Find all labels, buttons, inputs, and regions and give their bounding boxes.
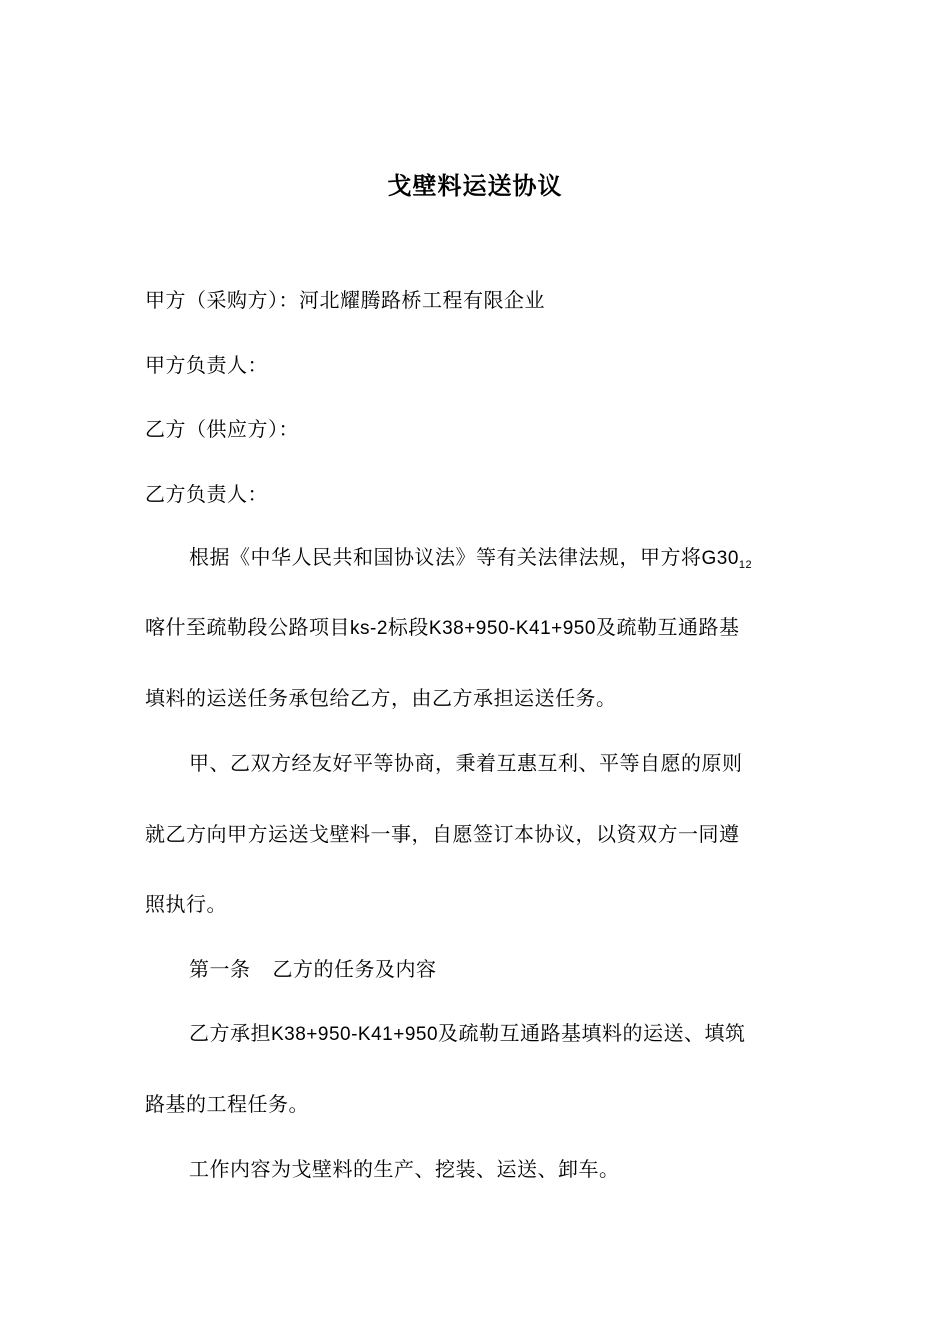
paragraph-3-line-1 <box>189 1019 746 1049</box>
paragraph-3-rest: 及疏勒互通路基填料的运送、填筑 <box>438 1021 746 1045</box>
interchange-text: 及疏勒互通路基 <box>595 615 740 639</box>
article-1-title: 乙方的任务及内容 <box>272 957 437 981</box>
section-label: 标段 <box>387 615 429 639</box>
party-a-representative: 甲方负责人： <box>145 353 268 377</box>
paragraph-3-lead: 乙方承担 <box>189 1021 271 1045</box>
paragraph-1-line-2 <box>145 613 739 643</box>
paragraph-1-line-1 <box>189 543 752 579</box>
paragraph-1-text: 根据《中华人民共和国协议法》等有关法律法规，甲方将 <box>189 545 702 569</box>
article-1-number: 第一条 <box>189 957 251 981</box>
article-1-heading <box>189 955 437 983</box>
paragraph-4-line-1: 工作内容为戈壁料的生产、挖装、运送、卸车。 <box>189 1157 620 1181</box>
paragraph-1-line-3: 填料的运送任务承包给乙方，由乙方承担运送任务。 <box>145 686 617 710</box>
paragraph-2-line-3: 照执行。 <box>145 892 227 916</box>
paragraph-2-line-1: 甲、乙双方经友好平等协商，秉着互惠互利、平等自愿的原则 <box>189 751 743 775</box>
road-code-subscript: 12 <box>738 559 753 571</box>
party-a-line: 甲方（采购方）：河北耀腾路桥工程有限企业 <box>145 288 545 312</box>
document-title: 戈壁料运送协议 <box>387 172 563 200</box>
road-code: G30 <box>701 548 739 569</box>
party-b-representative: 乙方负责人： <box>145 482 268 506</box>
chainage-range: K38+950-K41+950 <box>428 618 596 639</box>
paragraph-2-line-2: 就乙方向甲方运送戈壁料一事，自愿签订本协议，以资双方一同遵 <box>145 822 740 846</box>
section-code: ks-2 <box>350 618 388 639</box>
paragraph-3-chainage: K38+950-K41+950 <box>271 1024 439 1045</box>
party-b-line: 乙方（供应方）： <box>145 417 299 441</box>
project-name: 喀什至疏勒段公路项目 <box>145 615 350 639</box>
paragraph-3-line-2: 路基的工程任务。 <box>145 1092 309 1116</box>
